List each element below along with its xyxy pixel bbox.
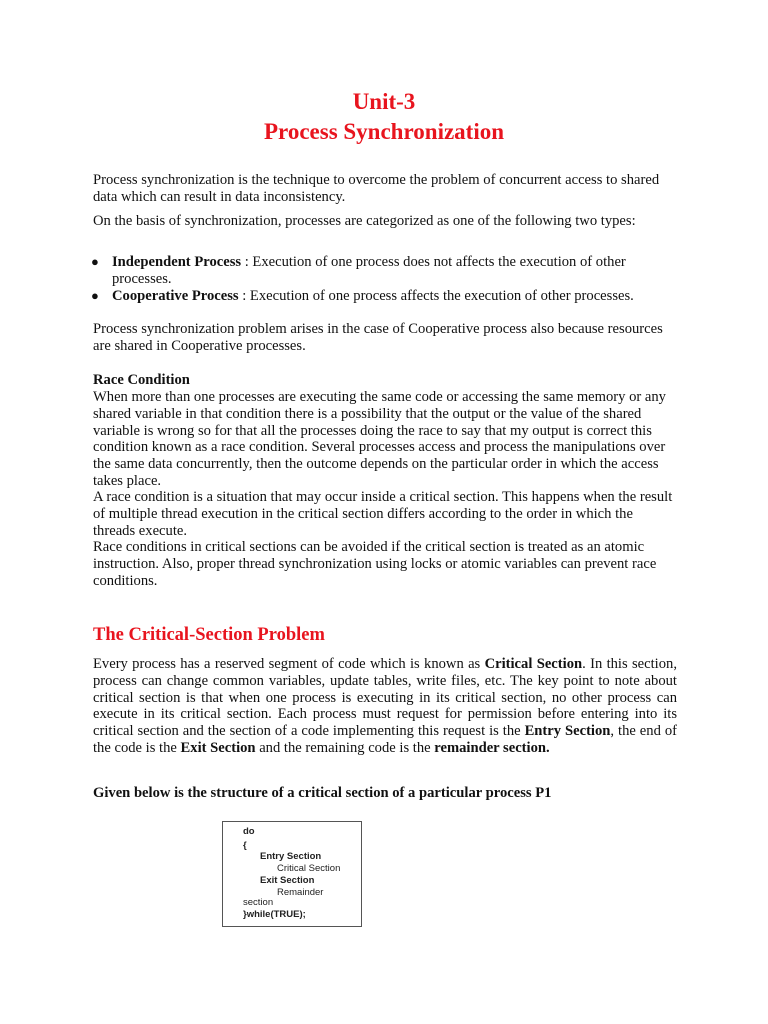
desc-cooperative: : Execution of one process affects the execution of other processes. xyxy=(238,288,634,304)
race-paragraph-3: Race conditions in critical sections can be avoided if the critical section is treated as an atomic instruction. Also, proper thread synchronization using locks or atomic variables can prevent race conditions. xyxy=(93,539,657,589)
structure-caption: Given below is the structure of a critical section of a particular process P1 xyxy=(93,785,552,801)
desc-independent: : Execution of one process does not affects the execution of other processes. xyxy=(112,254,626,287)
term-cooperative: Cooperative Process xyxy=(112,288,239,304)
race-heading: Race Condition xyxy=(93,372,190,388)
term-exit-section: Exit Section xyxy=(180,739,256,756)
code-line-critical-section: Critical Section xyxy=(277,863,341,874)
critical-section-code-figure xyxy=(222,821,362,927)
unit-heading: Unit-3 xyxy=(352,89,416,114)
code-line-exit-section: Exit Section xyxy=(260,875,315,886)
code-line-entry-section: Entry Section xyxy=(260,851,322,862)
term-critical-section: Critical Section xyxy=(484,656,583,672)
intro-paragraph-2: On the basis of synchronization, processes are categorized as one of the following two types: xyxy=(93,213,636,229)
code-line-remainder: Remainder xyxy=(277,887,324,898)
bullet-icon: ● xyxy=(91,254,99,269)
critical-paragraph: Every process has a reserved segment of code which is known as Critical Section. In this section, process can change common variables, update tables, write files, etc. The key point to note about critical section is that when one process is executing in its critical section, no other process can execute in its critical section. Each process must request for permission before entering into its critical section and the section of a code implementing this request is the Entry Section, the end of the code is the Exit Section and the remaining code is the remainder section. xyxy=(93,656,677,756)
term-remainder-section: remainder section. xyxy=(434,739,550,756)
intro-paragraph-1: Process synchronization is the technique to overcome the problem of concurrent access to shared data which can result in data inconsistency. xyxy=(93,172,660,205)
code-line-section: section xyxy=(243,897,274,908)
race-paragraph-2: A race condition is a situation that may occur inside a critical section. This happens when the result of multiple thread execution in the critical section differs according to the order in which the threads execute. xyxy=(93,489,673,539)
race-paragraph-1: When more than one processes are executing the same code or accessing the same memory or any shared variable in that condition there is a possibility that the output or the value of the shared variable is wrong so for that all the processes doing the race to say that my output is correct this condition known as a race condition. Several processes access and process the manipulations over the same data concurrently, then the outcome depends on the particular order in which the access takes place. xyxy=(93,389,666,489)
code-line-while: }while(TRUE); xyxy=(243,909,306,920)
bullet-icon: ● xyxy=(91,288,99,303)
critical-section-heading: The Critical-Section Problem xyxy=(93,625,325,645)
term-independent: Independent Process xyxy=(112,254,242,270)
code-line-do: do xyxy=(243,826,255,837)
page-title: Process Synchronization xyxy=(263,119,505,144)
problem-note: Process synchronization problem arises in the case of Cooperative process also because resources are shared in Cooperative processes. xyxy=(93,321,663,354)
term-entry-section: Entry Section xyxy=(524,723,611,740)
code-line-open-brace: { xyxy=(243,840,247,851)
